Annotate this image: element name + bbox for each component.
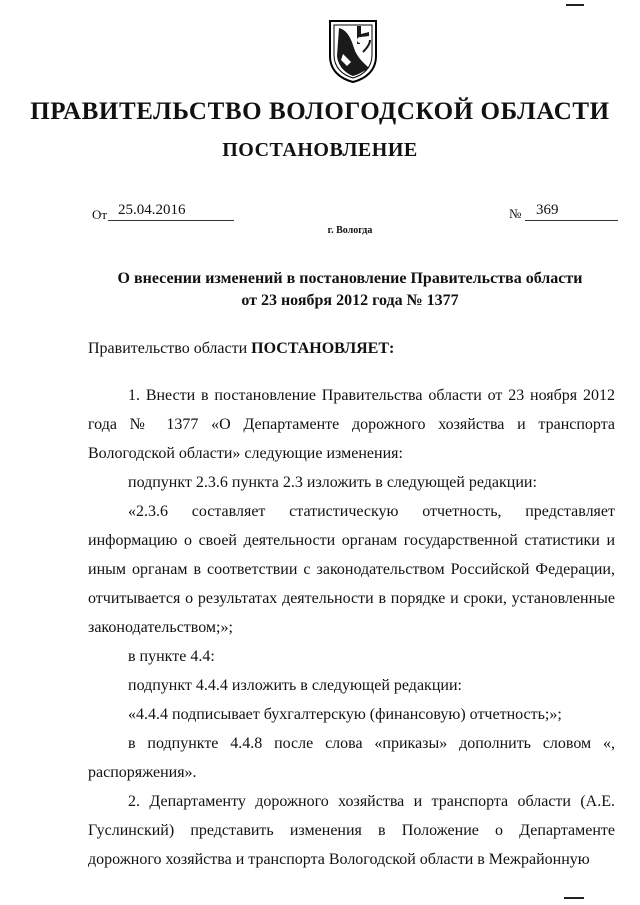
- date-value: 25.04.2016: [108, 202, 234, 221]
- paragraph-3: «2.3.6 составляет статистическую отчетность, представляет информацию о своей деятельности органам государственной статистики и иным органам в соответствии с законодательством Российской Федерации, отчитывается о результатах деятельности в порядке и сроки, установленные законодательством;»;: [88, 503, 615, 636]
- paragraph-1: 1. Внести в постановление Правительства области от 23 ноября 2012 года № 1377 «О Департаменте дорожного хозяйства и транспорта Вологодской области» следующие изменения:: [88, 387, 615, 462]
- scan-mark-bottom: [564, 897, 584, 899]
- city-label: г. Вологда: [327, 225, 373, 236]
- paragraph-5: подпункт 4.4.4 изложить в следующей редакции:: [128, 677, 462, 694]
- document-number: 369: [525, 202, 618, 221]
- scan-mark-top: [566, 4, 584, 6]
- paragraph-2: подпункт 2.3.6 пункта 2.3 изложить в следующей редакции:: [128, 474, 537, 491]
- preamble: [88, 340, 394, 358]
- document-type: ПОСТАНОВЛЕНИЕ: [222, 139, 418, 161]
- subject-line-2: от 23 ноября 2012 года № 1377: [241, 292, 459, 309]
- preamble-text: Правительство области: [88, 340, 248, 357]
- paragraph-8: 2. Департаменту дорожного хозяйства и транспорта области (А.Е. Гуслинский) представить изменения в Положение о Департаменте дорожного хозяйства и транспорта Вологодской области в Межрайонную: [88, 793, 615, 868]
- paragraph-4: в пункте 4.4:: [128, 648, 215, 665]
- paragraph-7: в подпункте 4.4.8 после слова «приказы» дополнить словом «, распоряжения».: [88, 735, 615, 781]
- date-label: От: [92, 207, 108, 222]
- document-subject: [0, 268, 640, 312]
- number-label: №: [509, 206, 522, 221]
- subject-line-1: О внесении изменений в постановление Правительства области: [117, 270, 583, 287]
- document-body: [88, 381, 615, 874]
- vologda-coat-of-arms-icon: [327, 18, 379, 84]
- paragraph-6: «4.4.4 подписывает бухгалтерскую (финансовую) отчетность;»;: [128, 706, 562, 723]
- preamble-emphasis: ПОСТАНОВЛЯЕТ:: [251, 340, 395, 357]
- organization-title: ПРАВИТЕЛЬСТВО ВОЛОГОДСКОЙ ОБЛАСТИ: [30, 98, 610, 125]
